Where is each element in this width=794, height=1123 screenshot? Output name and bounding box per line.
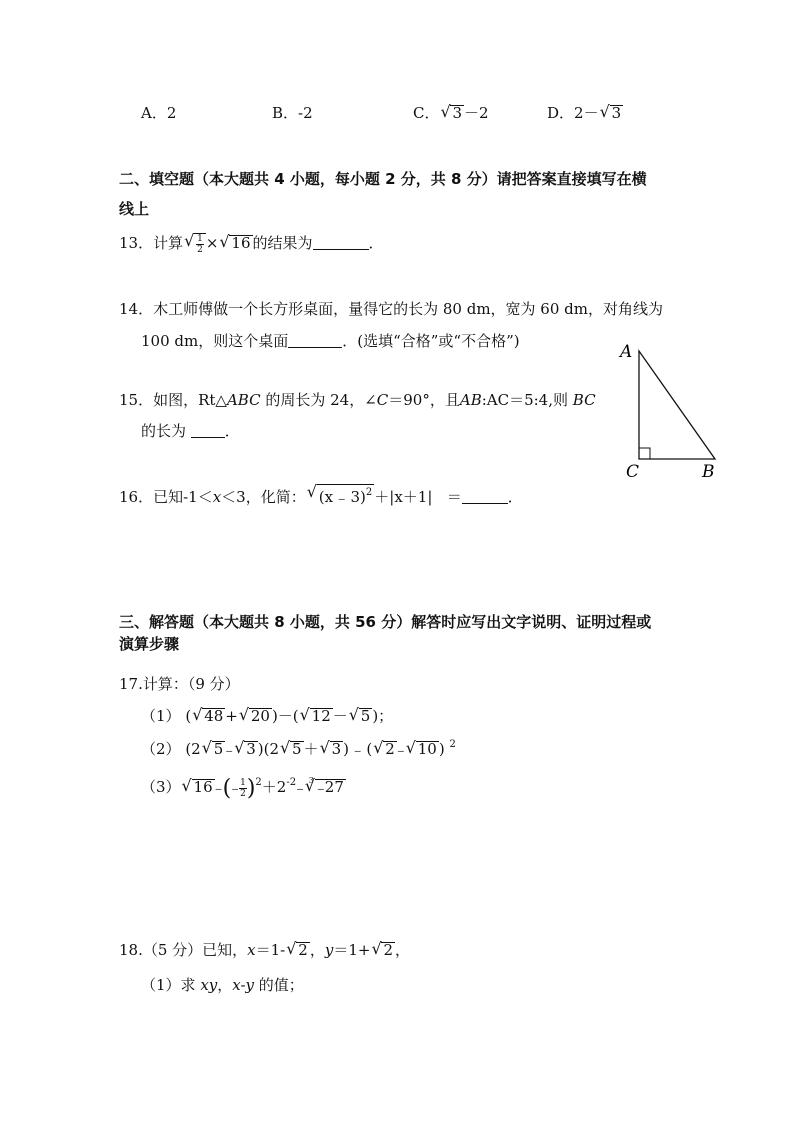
section-3-title-line2: 演算步骤: [119, 635, 180, 653]
option-a: A．2: [141, 104, 177, 122]
answer-blank-14[interactable]: [288, 333, 342, 348]
answer-blank-13[interactable]: [313, 235, 369, 250]
answer-blank-15[interactable]: [191, 423, 225, 438]
triangle-figure: [615, 338, 725, 483]
option-b: B．-2: [272, 104, 313, 122]
question-14-line1: 14．木工师傅做一个长方形桌面，量得它的长为 80 dm，宽为 60 dm，对角线为: [119, 300, 663, 318]
question-15-line1: 15．如图，Rt△ABC 的周长为 24，∠C＝90°，且AB:AC＝5:4,则 BC: [119, 391, 596, 409]
question-18: 18.（5 分）已知，x＝1-√ 2 ，y＝1+√ 2 ，: [119, 939, 410, 960]
question-17-title: 17.计算：（9 分）: [119, 675, 240, 693]
question-17-part-2: （2） (2√ 5 ₋√ 3 )(2√ 5 ＋√ 3 ) ₋ (√ 2 ₋√ 10 ) $^2$: [141, 738, 456, 759]
triangle-shape: [639, 351, 715, 459]
question-16: 16．已知-1＜x＜3，化简：√ (x ₋ 3)$^2$ ＋|x＋1| ＝ ．: [119, 484, 523, 507]
vertex-label-b: B: [702, 462, 715, 482]
question-17-part-3: （3）√ 16 ₋(₋ $\frac{1}{2}$ )$^2+2^{-2}_-$ $^3$√ ₋27: [141, 776, 346, 801]
vertex-label-a: A: [620, 342, 633, 362]
section-2-title-line1: 二、填空题（本大题共 4 小题，每小题 2 分，共 8 分）请把答案直接填写在横: [119, 170, 647, 188]
question-18-part-1: （1）求 xy，x-y 的值；: [141, 976, 304, 994]
question-14-line2: 100 dm，则这个桌面 ．(选填“合格”或“不合格”): [141, 332, 520, 350]
question-15-line2: 的长为 ．: [141, 422, 240, 440]
vertex-label-c: C: [626, 462, 640, 482]
option-c: C．√ 3 －2: [413, 102, 489, 123]
section-3-title-line1: 三、解答题（本大题共 8 小题，共 56 分）解答时应写出文字说明、证明过程或: [119, 613, 652, 631]
section-2-title-line2: 线上: [119, 200, 150, 218]
answer-blank-16[interactable]: [462, 489, 508, 504]
right-angle-mark: [639, 448, 650, 459]
question-13: 13．计算 √ $\frac{1}{2}$ ×√ 16 的结果为 ．: [119, 232, 384, 255]
question-17-part-1: （1） (√ 48 +√ 20 )－(√ 12 －√ 5 )；: [141, 705, 393, 726]
option-d: D．2－√ 3: [547, 102, 623, 123]
